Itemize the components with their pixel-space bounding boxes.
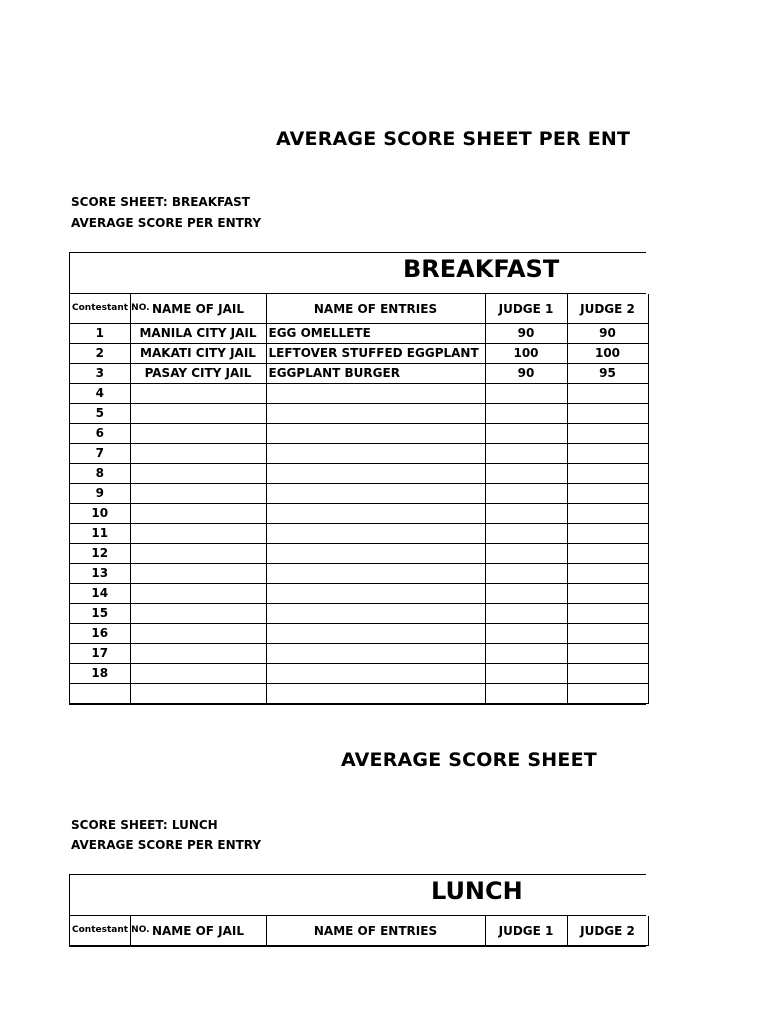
entry-name-cell <box>266 524 485 544</box>
judge-2-score-cell <box>567 684 648 704</box>
jail-name-cell: MAKATI CITY JAIL <box>130 344 266 364</box>
section-title-lunch: AVERAGE SCORE SHEET <box>341 749 597 771</box>
header-row <box>70 294 648 324</box>
jail-name-cell <box>130 584 266 604</box>
judge-1-score-cell <box>485 644 567 664</box>
judge-2-score-cell <box>567 404 648 424</box>
table-row <box>70 624 648 644</box>
contestant-no-cell: 11 <box>70 524 130 544</box>
entry-name-cell <box>266 624 485 644</box>
jail-name-cell <box>130 604 266 624</box>
entry-name-cell <box>266 664 485 684</box>
entry-name-cell <box>266 604 485 624</box>
col-judge-1: JUDGE 1 <box>485 294 567 324</box>
entry-name-cell <box>266 544 485 564</box>
contestant-no-cell: 16 <box>70 624 130 644</box>
judge-2-score-cell <box>567 504 648 524</box>
judge-1-score-cell: 90 <box>485 364 567 384</box>
contestant-no-cell: 5 <box>70 404 130 424</box>
section-title-breakfast: AVERAGE SCORE SHEET PER ENT <box>276 128 631 150</box>
table-row <box>70 324 648 344</box>
jail-name-cell <box>130 524 266 544</box>
col-name-of-entries: NAME OF ENTRIES <box>266 916 485 946</box>
judge-1-score-cell <box>485 484 567 504</box>
table-row <box>70 424 648 444</box>
score-sheet-label: SCORE SHEET: LUNCH <box>71 818 218 832</box>
entry-name-cell: EGG OMELLETE <box>266 324 485 344</box>
table-row <box>70 644 648 664</box>
judge-1-score-cell <box>485 404 567 424</box>
table-row <box>70 344 648 364</box>
jail-name-cell <box>130 684 266 704</box>
jail-name-cell <box>130 384 266 404</box>
col-contestant-no: Contestant NO. <box>70 916 130 946</box>
contestant-no-cell: 12 <box>70 544 130 564</box>
judge-2-score-cell <box>567 524 648 544</box>
judge-1-score-cell: 100 <box>485 344 567 364</box>
judge-1-score-cell <box>485 544 567 564</box>
entry-name-cell <box>266 464 485 484</box>
entry-name-cell <box>266 504 485 524</box>
table-row <box>70 444 648 464</box>
judge-2-score-cell: 90 <box>567 324 648 344</box>
judge-1-score-cell <box>485 664 567 684</box>
judge-2-score-cell <box>567 664 648 684</box>
contestant-no-cell: 8 <box>70 464 130 484</box>
table-row <box>70 664 648 684</box>
jail-name-cell <box>130 624 266 644</box>
contestant-no-cell: 15 <box>70 604 130 624</box>
table-row <box>70 684 648 704</box>
contestant-no-cell: 18 <box>70 664 130 684</box>
contestant-no-cell: 17 <box>70 644 130 664</box>
judge-1-score-cell <box>485 444 567 464</box>
judge-1-score-cell <box>485 524 567 544</box>
table-row <box>70 484 648 504</box>
judge-2-score-cell <box>567 384 648 404</box>
table-row <box>70 404 648 424</box>
judge-1-score-cell <box>485 384 567 404</box>
col-name-of-jail: NAME OF JAIL <box>130 294 266 324</box>
header-row <box>70 916 648 946</box>
average-score-label: AVERAGE SCORE PER ENTRY <box>71 838 262 852</box>
jail-name-cell <box>130 444 266 464</box>
judge-2-score-cell <box>567 464 648 484</box>
judge-1-score-cell <box>485 684 567 704</box>
table-banner <box>70 253 646 294</box>
judge-2-score-cell <box>567 444 648 464</box>
banner-label: LUNCH <box>431 877 523 905</box>
contestant-no-cell: 4 <box>70 384 130 404</box>
judge-2-score-cell <box>567 544 648 564</box>
table-row <box>70 604 648 624</box>
entry-name-cell <box>266 584 485 604</box>
judge-1-score-cell <box>485 604 567 624</box>
average-score-label: AVERAGE SCORE PER ENTRY <box>71 216 262 230</box>
contestant-no-cell: 10 <box>70 504 130 524</box>
jail-name-cell <box>130 464 266 484</box>
lunch-grid <box>70 916 649 946</box>
table-row <box>70 464 648 484</box>
banner-label: BREAKFAST <box>403 255 560 283</box>
col-name-of-entries: NAME OF ENTRIES <box>266 294 485 324</box>
judge-2-score-cell: 95 <box>567 364 648 384</box>
contestant-no-cell: 6 <box>70 424 130 444</box>
judge-1-score-cell <box>485 564 567 584</box>
judge-2-score-cell <box>567 584 648 604</box>
jail-name-cell <box>130 504 266 524</box>
entry-name-cell <box>266 424 485 444</box>
judge-2-score-cell <box>567 484 648 504</box>
col-judge-2: JUDGE 2 <box>567 294 648 324</box>
table-row <box>70 364 648 384</box>
col-name-of-jail: NAME OF JAIL <box>130 916 266 946</box>
judge-1-score-cell <box>485 464 567 484</box>
entry-name-cell <box>266 384 485 404</box>
contestant-no-cell: 13 <box>70 564 130 584</box>
entry-name-cell <box>266 404 485 424</box>
entry-name-cell <box>266 484 485 504</box>
score-sheet-label: SCORE SHEET: BREAKFAST <box>71 195 250 209</box>
col-contestant-no: Contestant NO. <box>70 294 130 324</box>
judge-1-score-cell: 90 <box>485 324 567 344</box>
judge-2-score-cell: 100 <box>567 344 648 364</box>
contestant-no-cell <box>70 684 130 704</box>
jail-name-cell <box>130 424 266 444</box>
judge-2-score-cell <box>567 604 648 624</box>
entry-name-cell: LEFTOVER STUFFED EGGPLANT <box>266 344 485 364</box>
judge-2-score-cell <box>567 564 648 584</box>
table-row <box>70 384 648 404</box>
contestant-no-cell: 9 <box>70 484 130 504</box>
jail-name-cell <box>130 564 266 584</box>
table-row <box>70 584 648 604</box>
entry-name-cell: EGGPLANT BURGER <box>266 364 485 384</box>
breakfast-grid <box>70 294 649 704</box>
contestant-no-cell: 1 <box>70 324 130 344</box>
judge-1-score-cell <box>485 584 567 604</box>
contestant-no-cell: 14 <box>70 584 130 604</box>
entry-name-cell <box>266 444 485 464</box>
jail-name-cell <box>130 544 266 564</box>
judge-2-score-cell <box>567 424 648 444</box>
judge-2-score-cell <box>567 624 648 644</box>
jail-name-cell: MANILA CITY JAIL <box>130 324 266 344</box>
judge-2-score-cell <box>567 644 648 664</box>
entry-name-cell <box>266 684 485 704</box>
jail-name-cell: PASAY CITY JAIL <box>130 364 266 384</box>
col-judge-2: JUDGE 2 <box>567 916 648 946</box>
judge-1-score-cell <box>485 504 567 524</box>
contestant-no-cell: 2 <box>70 344 130 364</box>
breakfast-score-table <box>69 252 646 705</box>
col-judge-1: JUDGE 1 <box>485 916 567 946</box>
table-row <box>70 564 648 584</box>
table-banner <box>70 875 646 916</box>
lunch-score-table <box>69 874 646 947</box>
jail-name-cell <box>130 644 266 664</box>
entry-name-cell <box>266 644 485 664</box>
jail-name-cell <box>130 404 266 424</box>
entry-name-cell <box>266 564 485 584</box>
judge-1-score-cell <box>485 624 567 644</box>
table-row <box>70 524 648 544</box>
contestant-no-cell: 7 <box>70 444 130 464</box>
judge-1-score-cell <box>485 424 567 444</box>
jail-name-cell <box>130 664 266 684</box>
table-row <box>70 504 648 524</box>
contestant-no-cell: 3 <box>70 364 130 384</box>
table-row <box>70 544 648 564</box>
jail-name-cell <box>130 484 266 504</box>
